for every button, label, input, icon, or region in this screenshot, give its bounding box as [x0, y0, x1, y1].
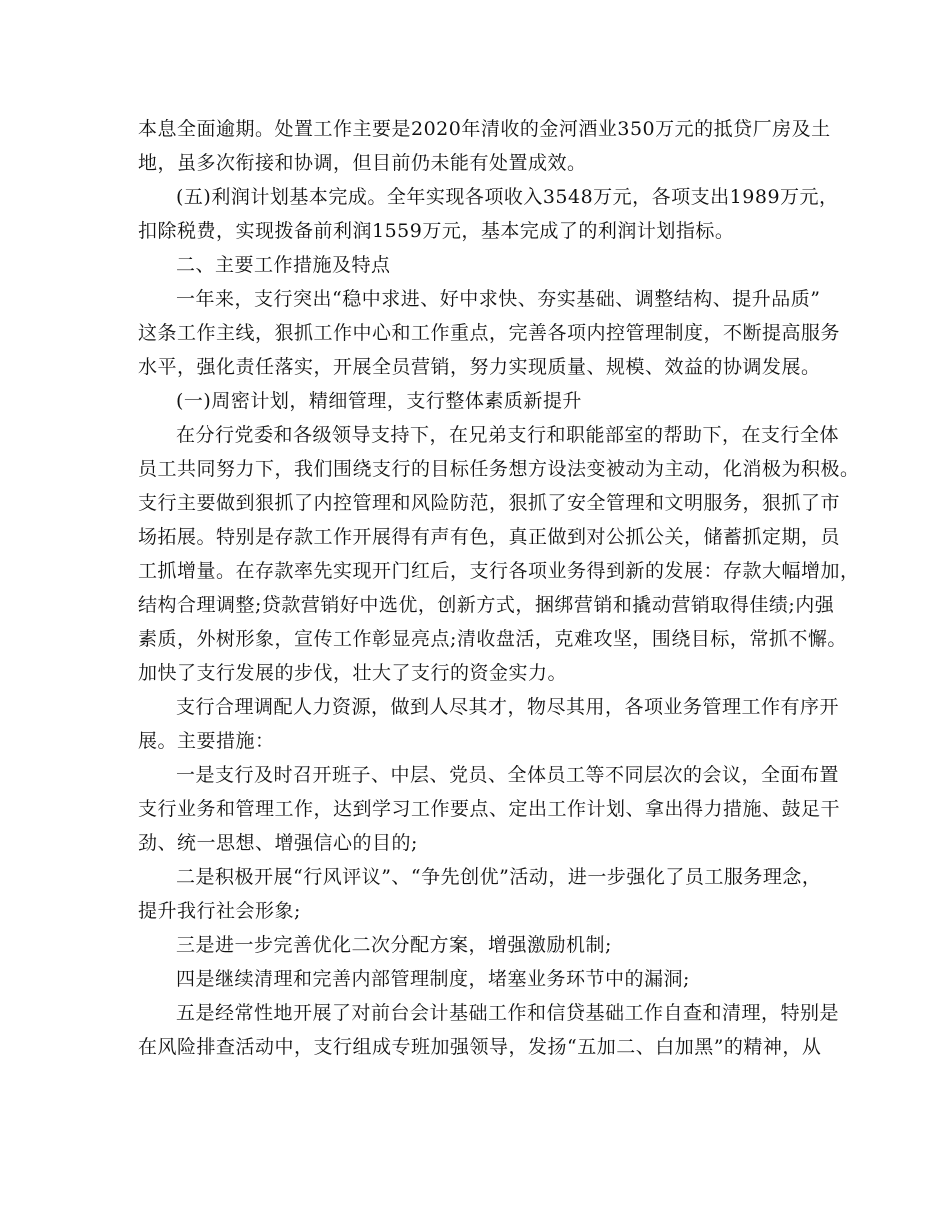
- text-line: 二是积极开展“行风评议”、“争先创优”活动，进一步强化了员工服务理念，: [176, 866, 822, 888]
- text-line: 加快了支行发展的步伐，壮大了支行的资金实力。: [138, 662, 568, 684]
- text-line: 四是继续清理和完善内部管理制度，堵塞业务环节中的漏洞;: [176, 968, 690, 990]
- text-line: 三是进一步完善优化二次分配方案，增强激励机制;: [176, 934, 612, 956]
- document-body: [138, 112, 860, 1064]
- section-heading: 二、主要工作措施及特点: [176, 254, 391, 276]
- text-line: 支行合理调配人力资源，做到人尽其才，物尽其用，各项业务管理工作有序开: [176, 696, 840, 718]
- text-line: 扣除税费，实现拨备前利润1559万元，基本完成了的利润计划指标。: [138, 220, 735, 242]
- text-line: 工抓增量。在存款率先实现开门红后，支行各项业务得到新的发展：存款大幅增加，: [138, 560, 860, 582]
- text-line: 一是支行及时召开班子、中层、党员、全体员工等不同层次的会议，全面布置: [176, 764, 840, 786]
- text-line: 支行主要做到狠抓了内控管理和风险防范，狠抓了安全管理和文明服务，狠抓了市: [138, 492, 841, 514]
- text-line: 员工共同努力下，我们围绕支行的目标任务想方设法变被动为主动，化消极为积极。: [138, 458, 860, 480]
- text-line: (五)利润计划基本完成。全年实现各项收入3548万元，各项支出1989万元，: [176, 186, 839, 208]
- text-line: 这条工作主线，狠抓工作中心和工作重点，完善各项内控管理制度，不断提高服务: [138, 322, 841, 344]
- text-line: 支行业务和管理工作，达到学习工作要点、定出工作计划、拿出得力措施、鼓足干: [138, 798, 841, 820]
- text-line: 结构合理调整;贷款营销好中选优，创新方式，捆绑营销和撬动营销取得佳绩;内强: [138, 594, 835, 616]
- text-line: 本息全面逾期。处置工作主要是2020年清收的金河酒业350万元的抵贷厂房及土: [138, 118, 831, 140]
- text-line: 展。主要措施：: [138, 730, 275, 752]
- text-line: 一年来，支行突出“稳中求进、好中求快、夯实基础、调整结构、提升品质”: [176, 288, 821, 310]
- text-line: 素质，外树形象，宣传工作彰显亮点;清收盘活，克难攻坚，围绕目标，常抓不懈。: [138, 628, 847, 650]
- text-line: 五是经常性地开展了对前台会计基础工作和信贷基础工作自查和清理，特别是: [176, 1002, 840, 1024]
- text-line: 场拓展。特别是存款工作开展得有声有色，真正做到对公抓公关，储蓄抓定期，员: [138, 526, 841, 548]
- text-line: 在风险排查活动中，支行组成专班加强领导，发扬“五加二、白加黑”的精神，从: [138, 1036, 822, 1058]
- text-line: 地，虽多次衔接和协调，但目前仍未能有处置成效。: [138, 152, 587, 174]
- text-line: 水平，强化责任落实，开展全员营销，努力实现质量、规模、效益的协调发展。: [138, 356, 821, 378]
- subsection-heading: (一)周密计划，精细管理，支行整体素质新提升: [176, 390, 582, 412]
- text-line: 劲、统一思想、增强信心的目的;: [138, 832, 418, 854]
- text-line: 提升我行社会形象;: [138, 900, 301, 922]
- text-line: 在分行党委和各级领导支持下，在兄弟支行和职能部室的帮助下，在支行全体: [176, 424, 840, 446]
